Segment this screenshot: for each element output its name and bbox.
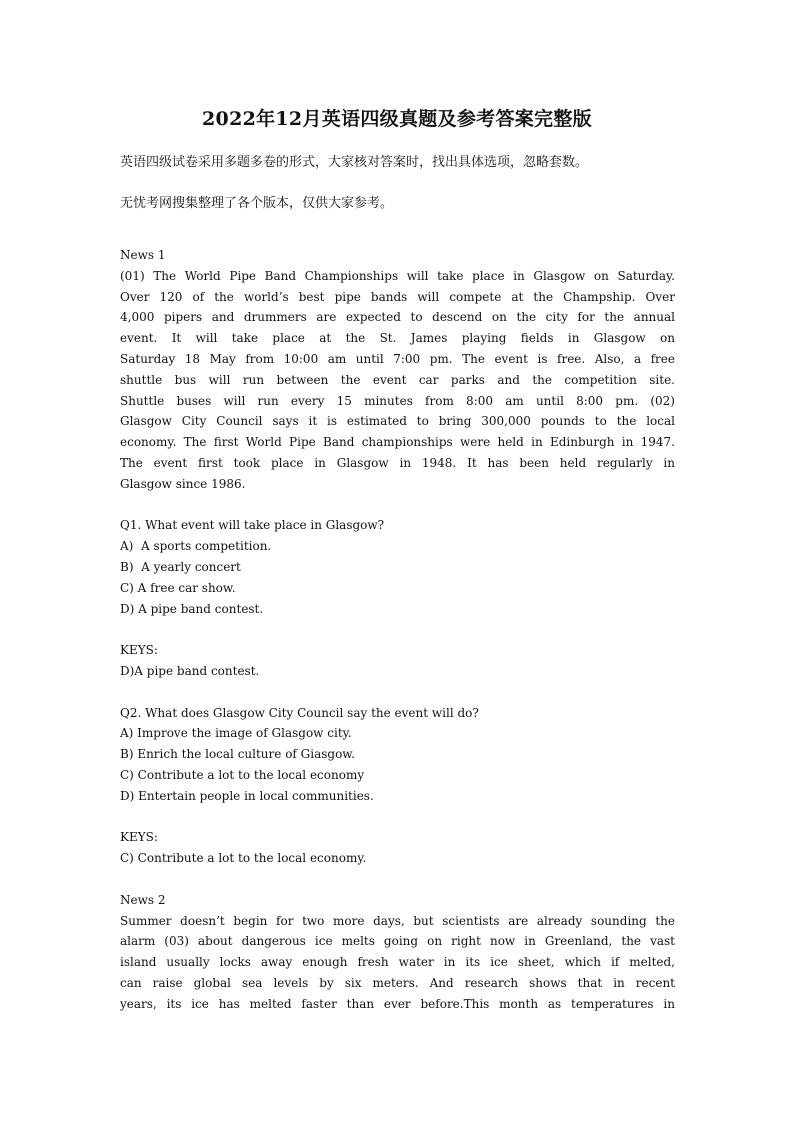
news2-text-line: can raise global sea levels by six meters. And research shows that in recent (120, 975, 675, 990)
news2-text-line: years, its ice has melted faster than ever before.This month as temperatures in (120, 996, 675, 1011)
q1-question: Q1. What event will take place in Glasgow? (120, 518, 385, 533)
q1-option-b: B) A yearly concert (120, 559, 241, 574)
news1-heading: News 1 (120, 248, 166, 262)
news2-text-line: island usually locks away enough fresh water in its ice sheet, which if melted, (120, 955, 675, 970)
news1-text-line: Saturday 18 May from 10:00 am until 7:00 pm. The event is free. Also, a free (120, 351, 675, 366)
q2-option-a: A) Improve the image of Glasgow city. (120, 726, 352, 741)
news2-text-line: alarm (03) about dangerous ice melts going on right now in Greenland, the vast (120, 934, 675, 949)
q1-option-a: A) A sports competition. (120, 539, 272, 554)
q2-option-d: D) Entertain people in local communities. (120, 788, 374, 803)
q2-answer: C) Contribute a lot to the local economy. (120, 851, 367, 866)
q2-option-b: B) Enrich the local culture of Giasgow. (120, 747, 355, 762)
intro-line-2: 无忧考网搜集整理了各个版本，仅供大家参考。 (120, 196, 394, 211)
q2-option-c: C) Contribute a lot to the local economy (120, 767, 365, 782)
q1-option-c: C) A free car show. (120, 580, 236, 595)
q1-keys-label: KEYS: (120, 643, 158, 658)
spacer (120, 869, 675, 890)
q2-keys-label: KEYS: (120, 830, 158, 845)
news1-text-line: Glasgow City Council says it is estimated to bring 300,000 pounds to the local (120, 414, 675, 429)
q1-answer: D)A pipe band contest. (120, 663, 260, 678)
document-title: 2022年12月英语四级真题及参考答案完整版 (202, 108, 592, 130)
q2-question: Q2. What does Glasgow City Council say the event will do? (120, 705, 479, 720)
news1-text-line: shuttle bus will run between the event car parks and the competition site. (120, 372, 675, 387)
news2-heading: News 2 (120, 892, 166, 907)
intro-line-1: 英语四级试卷采用多题多卷的形式，大家核对答案时，找出具体选项，忽略套数。 (120, 155, 589, 170)
news1-text-line: Shuttle buses will run every 15 minutes from 8:00 am until 8:00 pm. (02) (120, 393, 675, 408)
news1-text-line: economy. The first World Pipe Band championships were held in Edinburgh in 1947. (120, 435, 675, 450)
spacer (120, 495, 675, 516)
spacer (120, 619, 675, 640)
news1-text-line: Glasgow since 1986. (120, 476, 246, 491)
spacer (120, 807, 675, 828)
spacer (120, 682, 675, 703)
news1-text-line: Over 120 of the world’s best pipe bands will compete at the Champship. Over (120, 289, 675, 304)
news1-text-line: 4,000 pipers and drummers are expected to descend on the city for the annual (120, 310, 675, 325)
document-body (120, 245, 675, 1014)
news1-text-line: event. It will take place at the St. James playing fields in Glasgow on (120, 331, 675, 346)
q1-option-d: D) A pipe band contest. (120, 601, 264, 616)
news1-text-line: (01) The World Pipe Band Championships will take place in Glasgow on Saturday. (120, 268, 675, 283)
news1-text-line: The event first took place in Glasgow in 1948. It has been held regularly in (120, 455, 675, 470)
news2-text-line: Summer doesn’t begin for two more days, but scientists are already sounding the (120, 913, 675, 928)
